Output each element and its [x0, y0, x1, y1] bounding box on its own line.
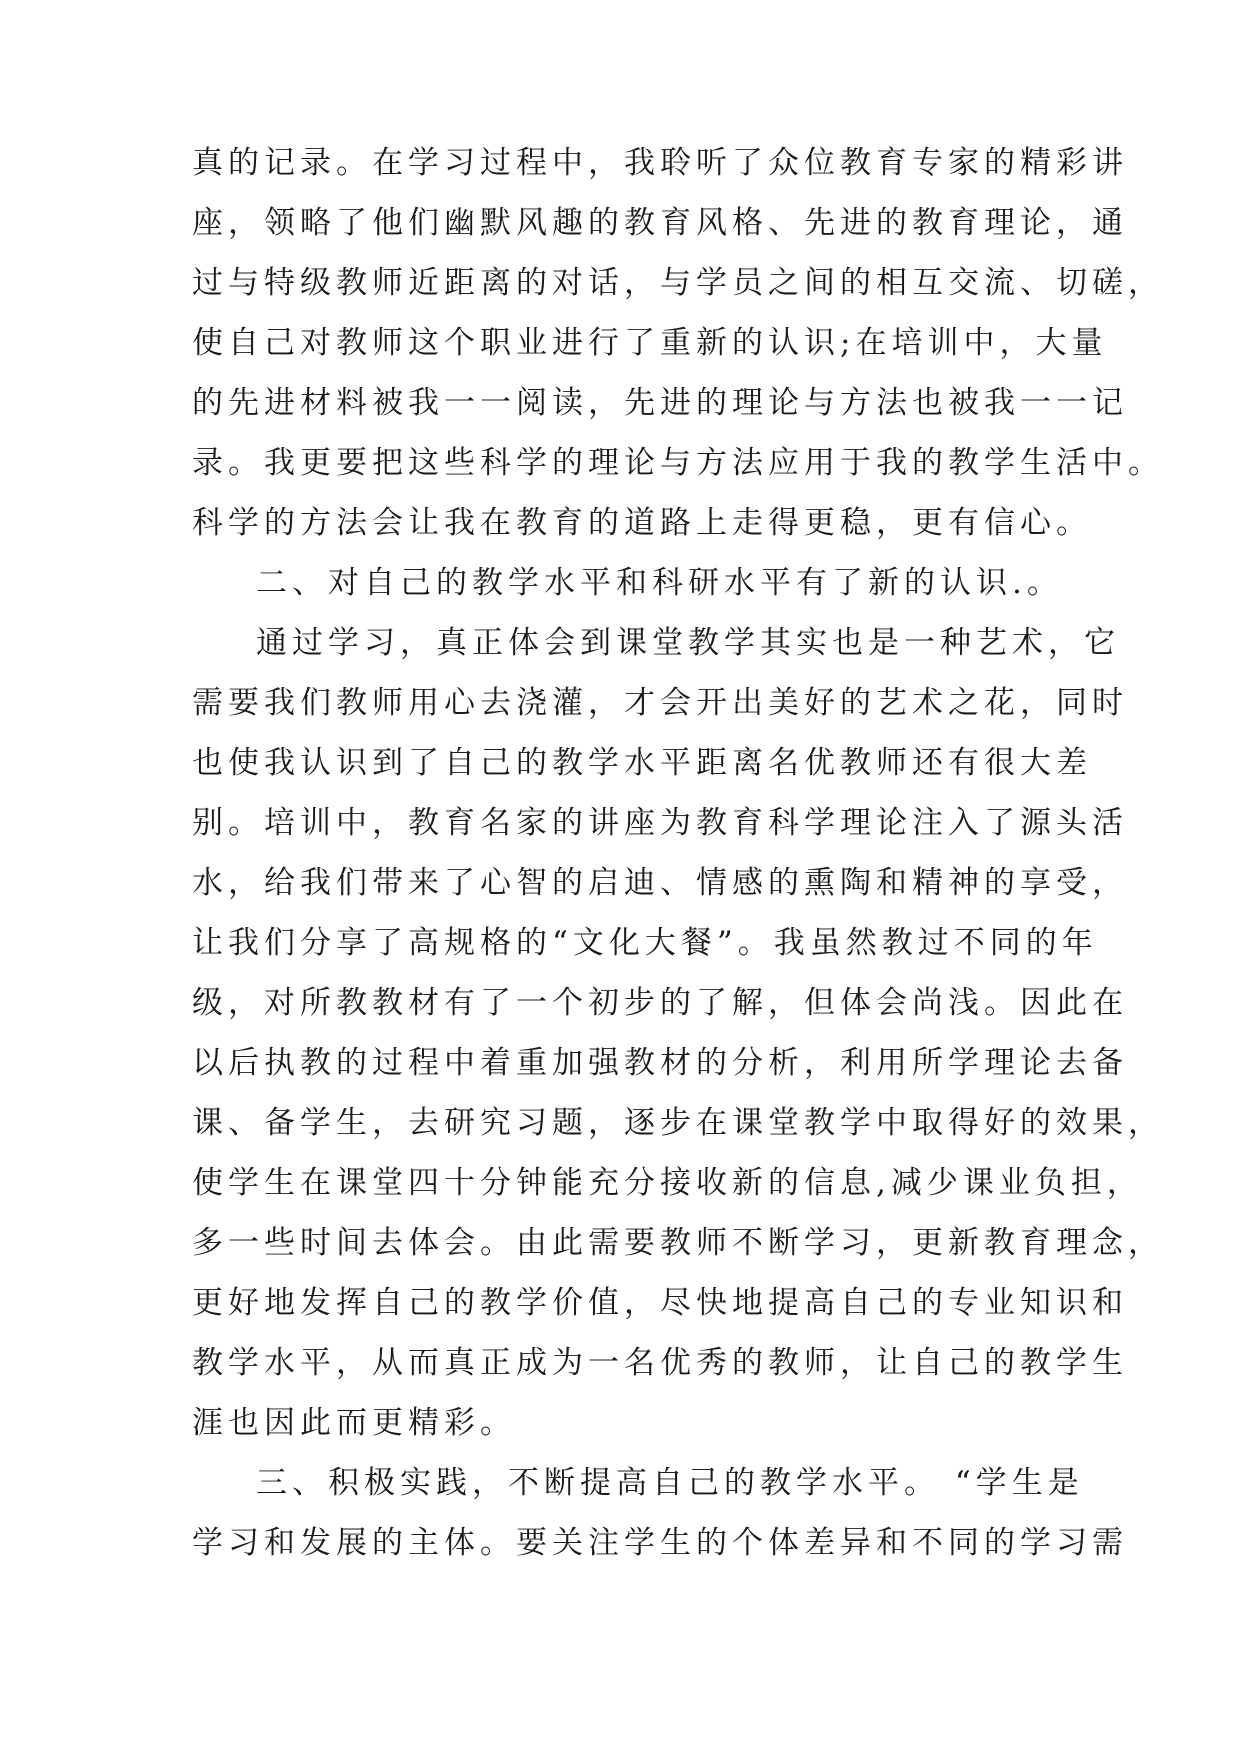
- text-line: 水，给我们带来了心智的启迪、情感的熏陶和精神的享受，: [192, 865, 1128, 901]
- section-heading: 二、对自己的教学水平和科研水平有了新的认识.。: [256, 565, 1063, 601]
- text-line: 的先进材料被我一一阅读，先进的理论与方法也被我一一记: [192, 385, 1128, 421]
- text-line: 涯也因此而更精彩。: [192, 1405, 516, 1441]
- section-heading: 三、积极实践，不断提高自己的教学水平。 “学生是: [256, 1465, 1084, 1501]
- text-line: 使学生在课堂四十分钟能充分接收新的信息,减少课业负担，: [192, 1165, 1143, 1201]
- text-line: 需要我们教师用心去浇灌，才会开出美好的艺术之花，同时: [192, 685, 1128, 721]
- text-line: 级，对所教教材有了一个初步的了解，但体会尚浅。因此在: [192, 985, 1128, 1021]
- text-line: 多一些时间去体会。由此需要教师不断学习，更新教育理念，: [192, 1225, 1164, 1261]
- text-line: 录。我更要把这些科学的理论与方法应用于我的教学生活中。: [192, 445, 1164, 481]
- text-line: 也使我认识到了自己的教学水平距离名优教师还有很大差: [192, 745, 1092, 781]
- text-line: 过与特级教师近距离的对话，与学员之间的相互交流、切磋，: [192, 265, 1164, 301]
- text-line: 真的记录。在学习过程中，我聆听了众位教育专家的精彩讲: [192, 145, 1128, 181]
- text-line: 让我们分享了高规格的“文化大餐”。我虽然教过不同的年: [192, 925, 1098, 961]
- text-line: 座，领略了他们幽默风趣的教育风格、先进的教育理论，通: [192, 205, 1128, 241]
- text-line: 别。培训中，教育名家的讲座为教育科学理论注入了源头活: [192, 805, 1128, 841]
- text-line: 更好地发挥自己的教学价值，尽快地提高自己的专业知识和: [192, 1285, 1128, 1321]
- text-line: 教学水平，从而真正成为一名优秀的教师，让自己的教学生: [192, 1345, 1128, 1381]
- text-line: 以后执教的过程中着重加强教材的分析，利用所学理论去备: [192, 1045, 1128, 1081]
- text-line: 使自己对教师这个职业进行了重新的认识;在培训中，大量: [192, 325, 1108, 361]
- text-line: 学习和发展的主体。要关注学生的个体差异和不同的学习需: [192, 1525, 1128, 1561]
- text-line: 课、备学生，去研究习题，逐步在课堂教学中取得好的效果，: [192, 1105, 1164, 1141]
- text-line: 科学的方法会让我在教育的道路上走得更稳，更有信心。: [192, 505, 1092, 541]
- text-line: 通过学习，真正体会到课堂教学其实也是一种艺术，它: [256, 625, 1120, 661]
